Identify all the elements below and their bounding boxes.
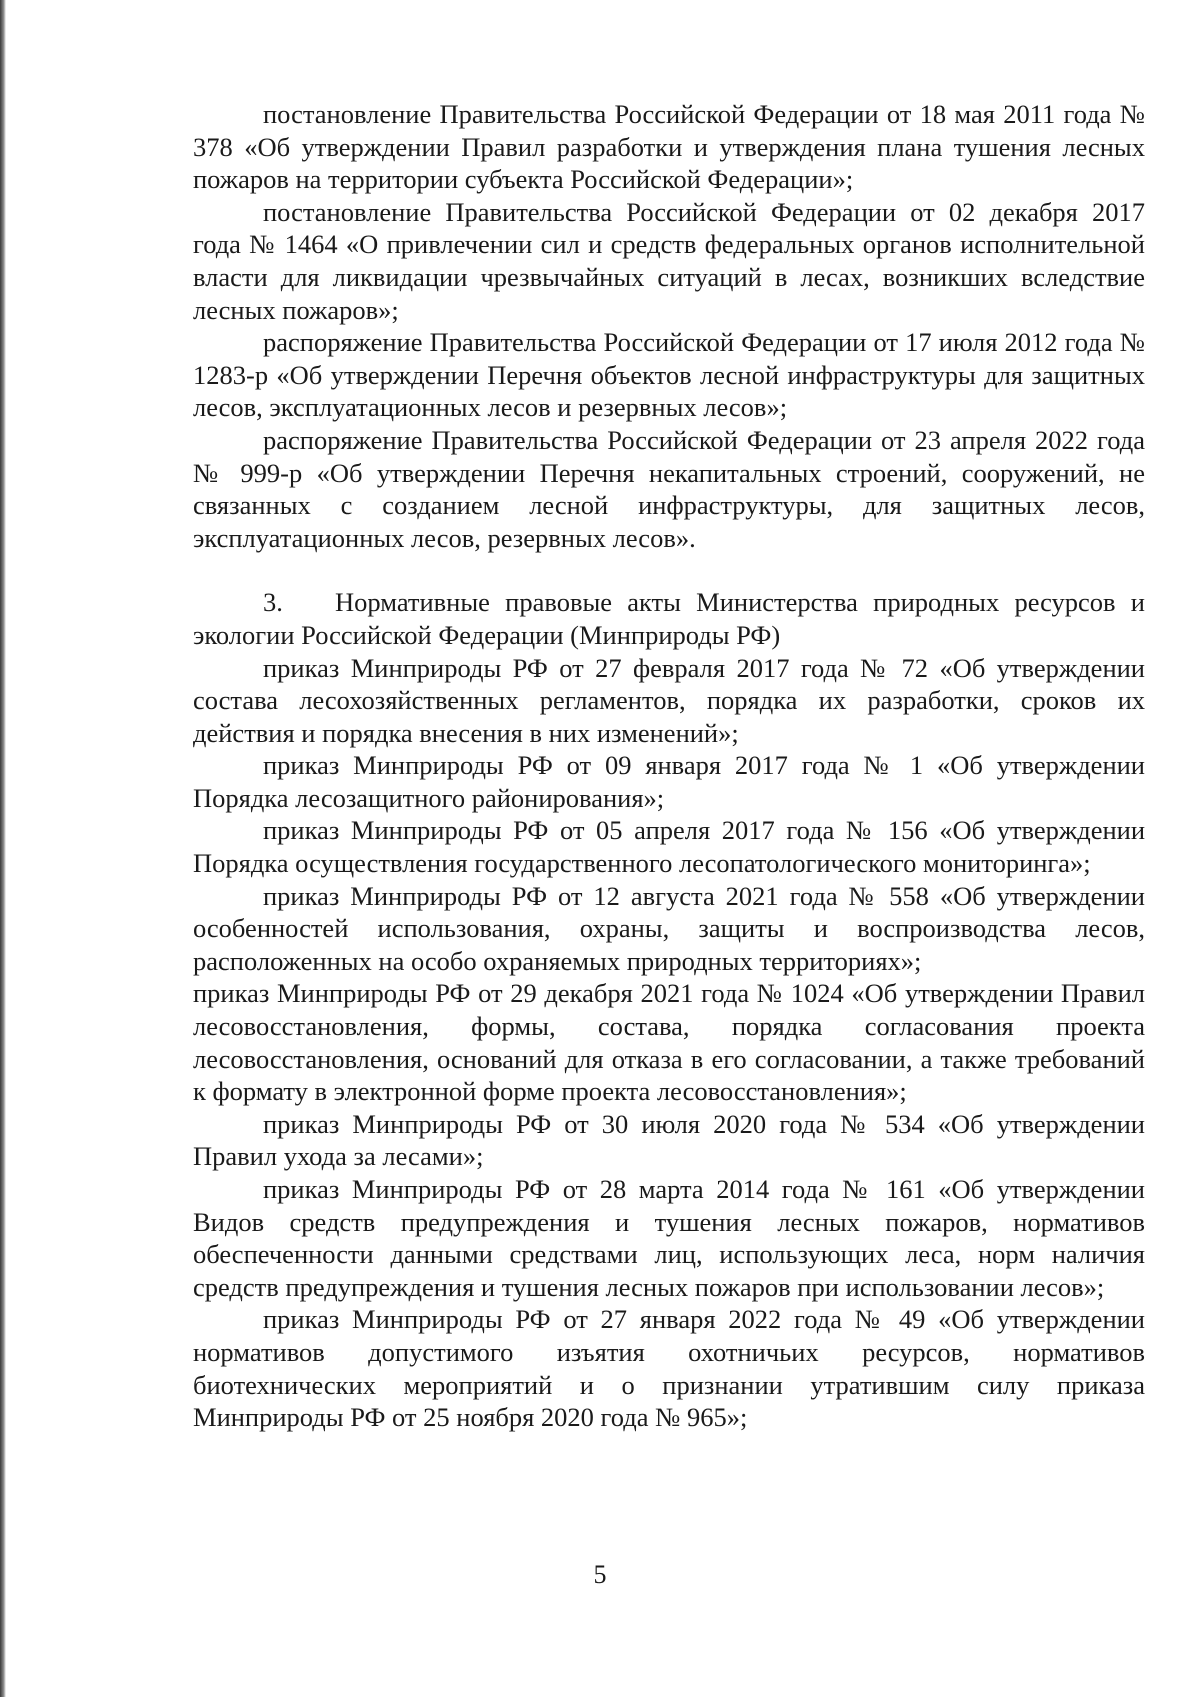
paragraph-order-1: приказ Минприроды РФ от 09 января 2017 года № 1 «Об утверждении Порядка лесозащитного районирования»;	[193, 750, 1145, 813]
section-number: 3.	[263, 587, 283, 618]
paragraph-order-161: приказ Минприроды РФ от 28 марта 2014 года № 161 «Об утверждении Видов средств предупреждения и тушения лесных пожаров, нормативов обеспеченности данными средствами лиц, использующих леса, норм наличия средств предупреждения и тушения лесных пожаров при использовании лесов»;	[193, 1174, 1145, 1302]
scan-left-edge	[0, 0, 6, 1697]
page-number: 5	[593, 1560, 607, 1589]
paragraph-order-558: приказ Минприроды РФ от 12 августа 2021 года № 558 «Об утверждении особенностей использования, охраны, защиты и воспроизводства лесов, расположенных на особо охраняемых природных территориях»;	[193, 880, 1145, 976]
paragraph-order-534: приказ Минприроды РФ от 30 июля 2020 года № 534 «Об утверждении Правил ухода за лесами»;	[193, 1108, 1145, 1172]
paragraph-order-72: приказ Минприроды РФ от 27 февраля 2017 года № 72 «Об утверждении состава лесохозяйственных регламентов, порядка их разработки, сроков их действия и порядка внесения в них изменений»;	[193, 652, 1145, 748]
paragraph-order-156: приказ Минприроды РФ от 05 апреля 2017 года № 156 «Об утверждении Порядка осуществления государственного лесопатологического мониторинга»;	[193, 815, 1145, 879]
section-heading	[193, 586, 1145, 651]
paragraph-gov-order-999: распоряжение Правительства Российской Федерации от 23 апреля 2022 года № 999-р «Об утверждении Перечня некапитальных строений, сооружений, не связанных с созданием лесной инфраструктуры, для защитных лесов, эксплуатационных лесов, резервных лесов».	[193, 424, 1145, 553]
paragraph-gov-order-1283: распоряжение Правительства Российской Федерации от 17 июля 2012 года № 1283-р «Об утверждении Перечня объектов лесной инфраструктуры для защитных лесов, эксплуатационных лесов и резервных лесов»;	[193, 327, 1145, 423]
paragraph-gov-decree-378: постановление Правительства Российской Федерации от 18 мая 2011 года № 378 «Об утверждении Правил разработки и утверждения плана тушения лесных пожаров на территории субъекта Российской Федерации»;	[193, 99, 1145, 195]
paragraph-gov-decree-1464: постановление Правительства Российской Федерации от 02 декабря 2017 года № 1464 «О привлечении сил и средств федеральных органов исполнительной власти для ликвидации чрезвычайных ситуаций в лесах, возникших вследствие лесных пожаров»;	[193, 196, 1145, 325]
paragraph-order-1024: приказ Минприроды РФ от 29 декабря 2021 года № 1024 «Об утверждении Правил лесовосстановления, формы, состава, порядка согласования проекта лесовосстановления, оснований для отказа в его согласовании, а также требований к формату в электронной форме проекта лесовосстановления»;	[193, 978, 1145, 1107]
section-spacer	[193, 554, 1145, 586]
paragraph-order-49: приказ Минприроды РФ от 27 января 2022 года № 49 «Об утверждении нормативов допустимого изъятия охотничьих ресурсов, нормативов биотехнических мероприятий и о признании утратившим силу приказа Минприроды РФ от 25 ноября 2020 года № 965»;	[193, 1304, 1145, 1433]
section-title: Нормативные правовые акты Министерства природных ресурсов и экологии Российской Федерации (Минприроды РФ)	[193, 587, 1145, 650]
document-body	[193, 98, 1145, 1434]
